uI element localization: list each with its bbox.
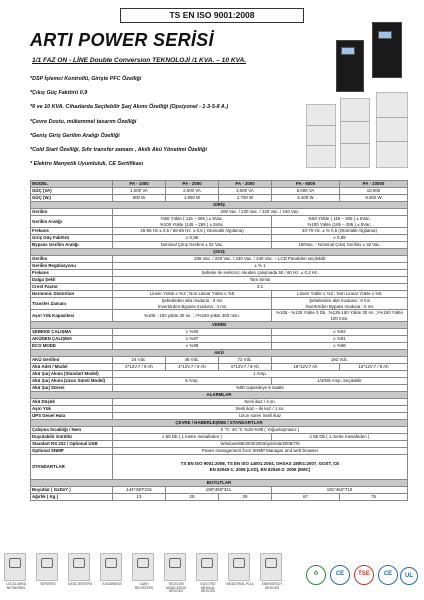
table-row	[31, 441, 408, 448]
cell: Uzun süren Sesli ikaz	[113, 413, 408, 420]
application-icons	[2, 553, 302, 597]
cell: Şebeke ile senkron; Akuden çalışmada 50 / 60 Hz. ± 0,2 Hz.	[113, 270, 408, 277]
cell: ≥ 0,98	[113, 235, 272, 242]
row-label: UPS Genel Hata	[31, 413, 113, 420]
row-label: Harmonic Distortion	[31, 291, 113, 298]
ups-product-photo	[376, 92, 408, 168]
model-cell: PA - 6000	[272, 181, 340, 188]
cell: ≥ %92	[272, 329, 408, 336]
table-row	[31, 256, 408, 263]
ups-product-photo	[340, 98, 370, 168]
cell: ≤ 55 Db ( 1 metre mesafeden )	[272, 434, 408, 441]
section-title: BOYUTLAR	[31, 480, 408, 487]
row-label: Gerilim Aralığı	[31, 216, 113, 228]
table-row	[31, 448, 408, 455]
table-row	[31, 284, 408, 291]
cell-line: %50 Yükte ( 115 – 295 ) ± 5Vac.	[160, 216, 224, 222]
table-row	[31, 228, 408, 235]
model-cell: PA - 1000	[113, 181, 166, 188]
cell-line: %100 Yükte (165 – 295 ) ± 5Vac.	[307, 221, 372, 227]
cell: 24 Vdc.	[113, 357, 166, 364]
icon-label: LOCAL AREA NETWORKS	[6, 582, 26, 590]
cell: 72 Vdc.	[219, 357, 272, 364]
cell: ≤ 50 Db ( 1 metre mesafeden )	[113, 434, 272, 441]
cell: 1.000 VA	[113, 188, 166, 195]
cell: 10.000	[340, 188, 408, 195]
feature-item: *Geniş Giriş Gerilim Aralığı Özelliği	[30, 132, 120, 139]
cell: 1.800 W	[166, 195, 219, 202]
table-row	[31, 336, 408, 343]
row-label: Optional SNMP	[31, 448, 113, 455]
section-header	[31, 392, 408, 399]
cell-line: %100 Yükte (145 – 295 ) ± 5Vac.	[159, 221, 225, 227]
icon-label: E-BUSINESS	[102, 582, 122, 586]
table-row	[31, 487, 408, 494]
cell: 208 Vac. / 220 Vac. / 230 Vac. / 240 Vac. – LCD Panelden seçilebilir	[113, 256, 408, 263]
cell: ≥ %91	[272, 336, 408, 343]
icon-label: CASH REGISTERS	[134, 582, 154, 590]
table-row	[31, 399, 408, 406]
cell: 6*12V.7 / 9 Ah	[219, 364, 272, 371]
row-label: Çalışma Sıcaklığı / Nem	[31, 427, 113, 434]
table-row	[31, 455, 408, 480]
table-row	[31, 270, 408, 277]
row-label: Frekans	[31, 270, 113, 277]
cell	[113, 216, 272, 228]
row-label: Duyulabilir Gürültü	[31, 434, 113, 441]
row-label: STANDARTLAR	[31, 455, 113, 480]
cell: 25	[166, 494, 219, 501]
ul-cert-icon: UL	[400, 567, 418, 585]
row-label: Gerilim Regülasyonu	[31, 263, 113, 270]
cell: Power management from SNMP Manager and web browser	[113, 448, 408, 455]
row-label: Dalga Şekli	[31, 277, 113, 284]
cell	[272, 298, 408, 310]
row-label: Aşırı Yük Kapasitesi	[31, 310, 113, 322]
cell: 2*12V.7 / 9 Ah	[113, 364, 166, 371]
table-row	[31, 242, 408, 249]
cell: 192 Vdc.	[272, 357, 408, 364]
tse-cert-icon: TSE	[354, 565, 374, 585]
network-icon	[4, 553, 26, 590]
table-row	[31, 310, 408, 322]
medical-device-icon	[196, 553, 218, 594]
row-label: ŞEBEKE ÇALIŞMA	[31, 329, 113, 336]
cell: 13	[113, 494, 166, 501]
table-row	[31, 195, 408, 202]
spec-table	[30, 180, 408, 501]
row-label: Bypass Gerilim Aralığı	[31, 242, 113, 249]
model-label: MODEL	[31, 181, 113, 188]
cell: 9.000 W	[340, 195, 408, 202]
cell: 29	[219, 494, 272, 501]
cell	[113, 455, 408, 480]
page-subtitle: 1/1 FAZ ON - LİNE Double Conversion TEKNOLOJİ /1 KVA. – 10 KVA.	[32, 57, 247, 64]
table-row	[31, 277, 408, 284]
table-row	[31, 427, 408, 434]
cell-line: EN 62040-1: 2008 (LVD), EN 62040-2: 2006 (EMC)	[209, 467, 311, 472]
section-title: GİRİŞ	[31, 202, 408, 209]
cell-line: %50 Yükte ( 115 – 295 ) ± 5Vac.	[308, 216, 371, 222]
table-row	[31, 406, 408, 413]
icon-label: DATA CENTERS	[68, 582, 92, 586]
cell: 4*12V.7 / 9 Ah	[166, 364, 219, 371]
row-label: Crest Factor	[31, 284, 113, 291]
iso-badge: TS EN ISO 9001:2008	[120, 8, 304, 23]
table-row	[31, 209, 408, 216]
cell: 6.000 VA	[272, 188, 340, 195]
cell: 16*12V.7 / 9 Ah	[340, 364, 408, 371]
row-label: Gerilim	[31, 256, 113, 263]
section-header	[31, 202, 408, 209]
table-row	[31, 291, 408, 298]
cell: 208 Vac. / 220 Vac. / 230 Vac. / 240 Vac.	[113, 209, 408, 216]
recycle-cert-icon: ♻	[306, 565, 326, 585]
feature-list	[30, 72, 295, 171]
row-label: Transfer Zamanı	[31, 298, 113, 310]
row-label: Frekans	[31, 228, 113, 235]
row-label: AKÜ Gerilimi	[31, 357, 113, 364]
row-label: Gerilim	[31, 209, 113, 216]
cell: ≥ %98	[272, 343, 408, 350]
cell: Nominal Çıkış Gerilimi ± 32 Vac.	[113, 242, 272, 249]
ce-cert-icon: CE	[378, 565, 398, 585]
row-label: ECO MODE	[31, 343, 113, 350]
data-center-icon	[68, 553, 92, 586]
cell: 3:1	[113, 284, 408, 291]
table-row	[31, 188, 408, 195]
icon-label: ELECTRO MEDICAL DEVICES	[200, 582, 216, 594]
industrial-plc-icon	[226, 553, 254, 586]
cell: Sesli ikaz – iki kez / 1 sn.	[113, 406, 408, 413]
model-cell: PA - 3000	[219, 181, 272, 188]
cell-line: TS EN ISO 9001:2008, TS EN ISO 14001:2004, OHSAS 18001:2007, GOST, CE	[180, 461, 340, 467]
table-row	[31, 343, 408, 350]
cell-line: İnvertörden Bypass moduna : 4 ms	[157, 303, 227, 309]
feature-item: *Çevre Dostu, mükemmel tasarım Özelliği	[30, 118, 137, 125]
row-label: Boyutlar ( GxDxY )	[31, 487, 113, 494]
cell: ≥ 0,99	[272, 235, 408, 242]
cell: ± % 1	[113, 263, 408, 270]
cell: 3.000 VA	[219, 188, 272, 195]
model-cell: PA - 2000	[166, 181, 219, 188]
section-title: AKÜ	[31, 350, 408, 357]
table-row	[31, 364, 408, 371]
cell: 191*462*710	[272, 487, 408, 494]
ce-cert-icon: CE	[330, 565, 350, 585]
section-header	[31, 249, 408, 256]
feature-item: *DSP İşlemci Kontrollü, Girişte PFC Özelliği	[30, 76, 142, 82]
model-cell: PA - 10000	[340, 181, 408, 188]
cell: 160Vac. - Nominal Çıkış Gerilimi ± 32 Vac.	[272, 242, 408, 249]
feature-item: *Çıkış Güç Faktörü 0,9	[30, 90, 88, 97]
section-header	[31, 350, 408, 357]
cell: %105 - 150 yükte 30 sn. ; >%150 yükte 300 msn.	[113, 310, 272, 322]
row-label: Giriş Güç Faktörü	[31, 235, 113, 242]
icon-label: TELECOM MUNICATION DEVICES	[166, 582, 186, 594]
cell: 2.700 W	[219, 195, 272, 202]
cell: 6 Amp.	[113, 378, 272, 385]
cell: 900 W	[113, 195, 166, 202]
cell-line: Şebekeden akü moduna : 0 ms	[161, 298, 223, 304]
cell: ≥ %87	[113, 336, 272, 343]
table-row	[31, 181, 408, 188]
cell: 45-55 Hz.± 0,5 / 55-65 Hz. ± 0,5 ( Otomatik Algılama)	[113, 228, 272, 235]
cell-line: İnvertörden Bypass moduna : 0 ms	[305, 303, 374, 309]
table-row	[31, 494, 408, 501]
cell: 2.000 VA	[166, 188, 219, 195]
table-row	[31, 371, 408, 378]
table-row	[31, 357, 408, 364]
table-row	[31, 385, 408, 392]
row-label: Akü Şarj Akımı (Uzun Süreli Model)	[31, 378, 113, 385]
feature-item: *6 ve 10 KVA. Cihazlarda Seçilebilir Şarj Akımı Özelliği (Opsiyonel - 1-3-5-8 A.)	[30, 104, 229, 111]
table-row	[31, 413, 408, 420]
cell: 75	[340, 494, 408, 501]
e-business-icon	[100, 553, 122, 586]
telecom-icon	[164, 553, 186, 594]
cell: 40-70 Hz. ± % 0,5 (Otomatik Algılama)	[272, 228, 408, 235]
row-label: Akü Düşük	[31, 399, 113, 406]
cell: 5.400 W	[272, 195, 340, 202]
section-title: ÇEVRE / HABERLEŞİME / STANDARTLAR	[31, 420, 408, 427]
table-row	[31, 263, 408, 270]
section-header	[31, 420, 408, 427]
section-title: ALARMLAR	[31, 392, 408, 399]
table-row	[31, 329, 408, 336]
ups-product-photo	[306, 104, 336, 168]
row-label: Ağırlık ( Kg )	[31, 494, 113, 501]
cell: Windows98/2000/2003/xp/vista/2008/7/8	[113, 441, 408, 448]
cell	[272, 216, 408, 228]
cell: %80 capasiteye 8 saatte	[113, 385, 408, 392]
icon-label: SERVERS	[40, 582, 56, 586]
section-header	[31, 480, 408, 487]
icon-label: INDUSTRIAL PLCs	[226, 582, 254, 586]
row-label: Aşırı Yük	[31, 406, 113, 413]
row-label: Akü Şarj Süresi	[31, 385, 113, 392]
feature-item: * Elektro Manyetik Uyumluluk, CE Sertifikası	[30, 161, 144, 168]
row-label: Akü Şarj Akımı (Standart Model)	[31, 371, 113, 378]
cash-register-icon	[132, 553, 154, 590]
cell: 144*330*215	[113, 487, 166, 494]
table-row	[31, 216, 408, 228]
cell: 1 Amp.	[113, 371, 408, 378]
section-title: VERİM	[31, 322, 408, 329]
section-header	[31, 322, 408, 329]
table-row	[31, 434, 408, 441]
feature-item: *Cold Start Özelliği, Sıfır transfer zamanı , Akıllı Akü Yönetimi Özelliği	[30, 146, 207, 153]
row-label: AKÜDEN ÇALIŞMA	[31, 336, 113, 343]
cell: 67	[272, 494, 340, 501]
row-label: Standart RS 232 / Optional USB	[31, 441, 113, 448]
cell: ≥ %90	[113, 329, 272, 336]
cell: %105 - %125 Yükte 3 Dk. ;%125-150 Yükte 30 sn. ;>%150 Yükte 100 msn.	[272, 310, 408, 322]
table-row	[31, 298, 408, 310]
cell: Sesli ikaz / 4 sn.	[113, 399, 408, 406]
row-label: Akü Adet / Model	[31, 364, 113, 371]
cell-line: Şebekeden akü moduna : 0 ms	[309, 298, 370, 304]
cell: 48 Vdc.	[166, 357, 219, 364]
page-title: ARTI POWER SERİSİ	[30, 30, 214, 50]
cell: 190*450*341	[166, 487, 272, 494]
table-row	[31, 235, 408, 242]
cell: 0 °C- 40 °C %20-%90 ( Yoğunlaşmasız )	[113, 427, 408, 434]
section-title: ÇIKIŞ	[31, 249, 408, 256]
row-label: GÜÇ (VA)	[31, 188, 113, 195]
server-icon	[36, 553, 58, 586]
ups-product-photo	[336, 40, 364, 92]
cell: Lineer Yükte ≤ %3 ; Non Linear Yükte ≤ %5	[113, 291, 272, 298]
cell	[113, 298, 272, 310]
table-row	[31, 378, 408, 385]
cell: Lineer Yükte ≤ %2 ; Non Linear Yükte ≤ %5	[272, 291, 408, 298]
row-label: GÜÇ (W.)	[31, 195, 113, 202]
cell: ≥ %98	[113, 343, 272, 350]
emergency-device-icon	[260, 553, 283, 590]
icon-label: EMERGENCY DEVICES	[261, 582, 283, 590]
cell: Tam Sinüs	[113, 277, 408, 284]
cell: 1/3/5/8 Amp. Seçilebilir	[272, 378, 408, 385]
cell: 16*12V.7 Ah	[272, 364, 340, 371]
ups-product-photo	[372, 22, 402, 78]
